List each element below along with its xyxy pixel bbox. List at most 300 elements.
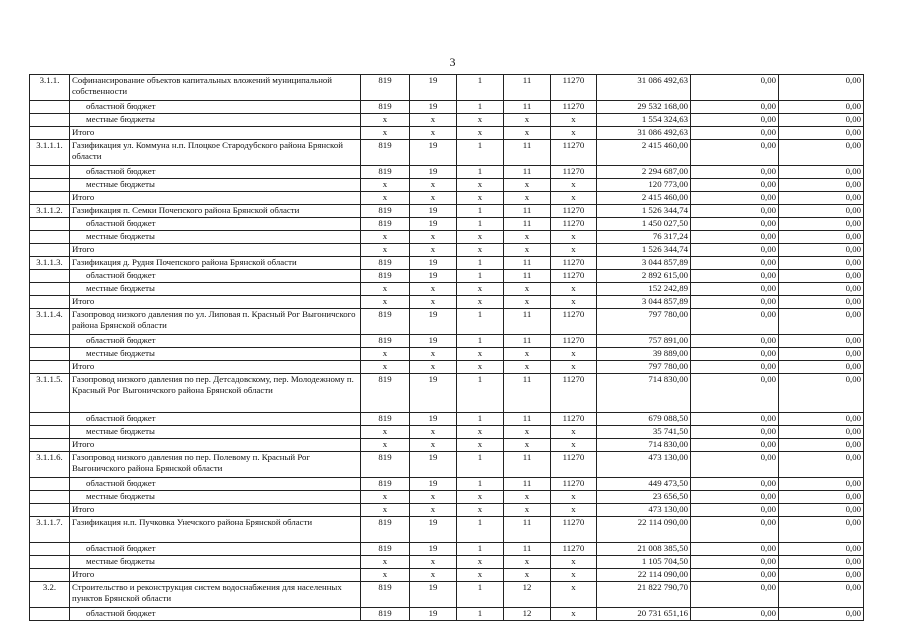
col-amount-3: 0,00 — [779, 205, 864, 218]
col-subsection: х — [457, 569, 504, 582]
col-subsection: х — [457, 348, 504, 361]
table-row — [30, 608, 864, 621]
col-amount-2: 0,00 — [691, 569, 779, 582]
col-program: 11 — [504, 257, 551, 270]
col-grbs: 819 — [361, 543, 410, 556]
col-program: 11 — [504, 374, 551, 413]
col-amount-2: 0,00 — [691, 309, 779, 335]
row-code — [30, 335, 70, 348]
col-amount-2: 0,00 — [691, 166, 779, 179]
col-target: х — [551, 556, 597, 569]
row-code — [30, 504, 70, 517]
table-row — [30, 374, 864, 413]
col-program: 12 — [504, 608, 551, 621]
col-program: 11 — [504, 75, 551, 101]
row-item-name: Строительство и реконструкция систем водоснабжения для населенных пунктов Брянской области — [70, 582, 361, 608]
col-grbs: 819 — [361, 309, 410, 335]
row-item-name: Газопровод низкого давления по пер. Детсадовскому, пер. Молодежному п. Красный Рог Выгоничского района Брянской области — [70, 374, 361, 413]
row-code — [30, 569, 70, 582]
row-code: 3.1.1.2. — [30, 205, 70, 218]
col-target: х — [551, 244, 597, 257]
table-row — [30, 296, 864, 309]
row-source-name: местные бюджеты — [70, 426, 361, 439]
col-section: 19 — [410, 101, 457, 114]
row-item-name: Газификация ул. Коммуна н.п. Плоцкое Стародубского района Брянской области — [70, 140, 361, 166]
col-amount-2: 0,00 — [691, 413, 779, 426]
col-subsection: х — [457, 283, 504, 296]
col-amount-2: 0,00 — [691, 205, 779, 218]
col-grbs: х — [361, 244, 410, 257]
col-amount-2: 0,00 — [691, 491, 779, 504]
col-grbs: х — [361, 231, 410, 244]
col-amount-1: 31 086 492,63 — [597, 75, 691, 101]
col-program: 11 — [504, 270, 551, 283]
col-section: 19 — [410, 166, 457, 179]
col-amount-1: 449 473,50 — [597, 478, 691, 491]
col-subsection: х — [457, 491, 504, 504]
col-target: 11270 — [551, 543, 597, 556]
row-total-label: Итого — [70, 504, 361, 517]
col-amount-3: 0,00 — [779, 114, 864, 127]
row-code: 3.1.1. — [30, 75, 70, 101]
col-grbs: 819 — [361, 166, 410, 179]
table-row — [30, 101, 864, 114]
col-amount-1: 21 008 385,50 — [597, 543, 691, 556]
col-target: х — [551, 439, 597, 452]
col-amount-1: 120 773,00 — [597, 179, 691, 192]
col-grbs: х — [361, 114, 410, 127]
budget-table — [29, 74, 864, 621]
col-amount-2: 0,00 — [691, 361, 779, 374]
col-amount-1: 1 105 704,50 — [597, 556, 691, 569]
col-amount-2: 0,00 — [691, 179, 779, 192]
row-code — [30, 413, 70, 426]
col-target: 11270 — [551, 257, 597, 270]
col-subsection: х — [457, 426, 504, 439]
col-program: х — [504, 439, 551, 452]
col-amount-3: 0,00 — [779, 582, 864, 608]
col-subsection: х — [457, 114, 504, 127]
col-subsection: 1 — [457, 582, 504, 608]
col-target: х — [551, 192, 597, 205]
row-total-label: Итого — [70, 569, 361, 582]
row-source-name: областной бюджет — [70, 413, 361, 426]
col-amount-3: 0,00 — [779, 101, 864, 114]
row-code — [30, 543, 70, 556]
col-amount-1: 29 532 168,00 — [597, 101, 691, 114]
col-amount-3: 0,00 — [779, 569, 864, 582]
col-program: х — [504, 426, 551, 439]
col-section: 19 — [410, 582, 457, 608]
col-target: х — [551, 114, 597, 127]
col-amount-2: 0,00 — [691, 192, 779, 205]
row-code — [30, 478, 70, 491]
col-subsection: 1 — [457, 413, 504, 426]
table-row — [30, 218, 864, 231]
col-amount-1: 1 526 344,74 — [597, 244, 691, 257]
col-amount-1: 714 830,00 — [597, 439, 691, 452]
table-row — [30, 309, 864, 335]
col-grbs: х — [361, 491, 410, 504]
row-code — [30, 426, 70, 439]
col-target: х — [551, 361, 597, 374]
row-code — [30, 439, 70, 452]
col-grbs: х — [361, 361, 410, 374]
col-section: х — [410, 127, 457, 140]
col-amount-2: 0,00 — [691, 231, 779, 244]
row-code — [30, 361, 70, 374]
col-program: х — [504, 348, 551, 361]
col-subsection: 1 — [457, 335, 504, 348]
col-amount-2: 0,00 — [691, 504, 779, 517]
col-program: х — [504, 127, 551, 140]
col-grbs: х — [361, 283, 410, 296]
col-amount-3: 0,00 — [779, 413, 864, 426]
col-amount-1: 2 294 687,00 — [597, 166, 691, 179]
col-program: 11 — [504, 140, 551, 166]
col-target: 11270 — [551, 452, 597, 478]
col-subsection: х — [457, 556, 504, 569]
col-amount-3: 0,00 — [779, 452, 864, 478]
col-amount-3: 0,00 — [779, 348, 864, 361]
table-row — [30, 569, 864, 582]
col-amount-3: 0,00 — [779, 374, 864, 413]
col-section: 19 — [410, 75, 457, 101]
row-code — [30, 296, 70, 309]
table-row — [30, 244, 864, 257]
col-target: х — [551, 569, 597, 582]
table-row — [30, 205, 864, 218]
col-amount-1: 21 822 790,70 — [597, 582, 691, 608]
col-amount-1: 3 044 857,89 — [597, 257, 691, 270]
row-total-label: Итого — [70, 361, 361, 374]
col-subsection: 1 — [457, 374, 504, 413]
col-amount-1: 2 892 615,00 — [597, 270, 691, 283]
table-row — [30, 335, 864, 348]
col-program: 11 — [504, 218, 551, 231]
col-amount-2: 0,00 — [691, 517, 779, 543]
col-target: 11270 — [551, 205, 597, 218]
col-amount-3: 0,00 — [779, 192, 864, 205]
col-amount-3: 0,00 — [779, 296, 864, 309]
col-subsection: 1 — [457, 270, 504, 283]
row-code — [30, 192, 70, 205]
col-program: 11 — [504, 166, 551, 179]
row-code — [30, 101, 70, 114]
col-amount-3: 0,00 — [779, 244, 864, 257]
col-amount-1: 76 317,24 — [597, 231, 691, 244]
table-row — [30, 75, 864, 101]
col-program: 11 — [504, 335, 551, 348]
col-grbs: х — [361, 569, 410, 582]
col-amount-2: 0,00 — [691, 335, 779, 348]
col-section: 19 — [410, 309, 457, 335]
col-amount-3: 0,00 — [779, 179, 864, 192]
col-amount-2: 0,00 — [691, 582, 779, 608]
col-target: 11270 — [551, 101, 597, 114]
col-grbs: 819 — [361, 608, 410, 621]
col-program: х — [504, 361, 551, 374]
col-target: х — [551, 296, 597, 309]
col-amount-1: 1 526 344,74 — [597, 205, 691, 218]
col-program: х — [504, 296, 551, 309]
col-subsection: 1 — [457, 517, 504, 543]
col-grbs: х — [361, 348, 410, 361]
col-subsection: 1 — [457, 543, 504, 556]
col-amount-1: 2 415 460,00 — [597, 192, 691, 205]
col-grbs: х — [361, 296, 410, 309]
row-source-name: областной бюджет — [70, 478, 361, 491]
row-code — [30, 270, 70, 283]
col-target: х — [551, 608, 597, 621]
row-item-name: Софинансирование объектов капитальных вложений муниципальной собственности — [70, 75, 361, 101]
col-subsection: х — [457, 439, 504, 452]
col-amount-2: 0,00 — [691, 101, 779, 114]
col-grbs: 819 — [361, 452, 410, 478]
col-amount-3: 0,00 — [779, 283, 864, 296]
col-target: 11270 — [551, 75, 597, 101]
row-total-label: Итого — [70, 127, 361, 140]
col-amount-2: 0,00 — [691, 374, 779, 413]
col-amount-3: 0,00 — [779, 504, 864, 517]
row-source-name: местные бюджеты — [70, 231, 361, 244]
col-subsection: х — [457, 231, 504, 244]
col-amount-2: 0,00 — [691, 543, 779, 556]
table-row — [30, 361, 864, 374]
table-row — [30, 127, 864, 140]
col-amount-2: 0,00 — [691, 348, 779, 361]
table-row — [30, 166, 864, 179]
row-total-label: Итого — [70, 244, 361, 257]
col-subsection: х — [457, 127, 504, 140]
col-amount-2: 0,00 — [691, 283, 779, 296]
table-row — [30, 439, 864, 452]
col-grbs: 819 — [361, 335, 410, 348]
col-program: 11 — [504, 309, 551, 335]
col-target: х — [551, 127, 597, 140]
table-row — [30, 413, 864, 426]
col-amount-3: 0,00 — [779, 426, 864, 439]
col-grbs: 819 — [361, 517, 410, 543]
col-amount-2: 0,00 — [691, 296, 779, 309]
col-target: х — [551, 179, 597, 192]
row-code — [30, 114, 70, 127]
page-number: 3 — [449, 55, 456, 69]
col-amount-1: 23 656,50 — [597, 491, 691, 504]
col-amount-2: 0,00 — [691, 439, 779, 452]
col-amount-1: 35 741,50 — [597, 426, 691, 439]
col-amount-3: 0,00 — [779, 556, 864, 569]
table-row — [30, 179, 864, 192]
col-section: х — [410, 491, 457, 504]
col-amount-3: 0,00 — [779, 75, 864, 101]
col-amount-1: 2 415 460,00 — [597, 140, 691, 166]
col-grbs: 819 — [361, 270, 410, 283]
col-section: 19 — [410, 608, 457, 621]
col-target: х — [551, 231, 597, 244]
col-section: х — [410, 179, 457, 192]
col-amount-3: 0,00 — [779, 491, 864, 504]
col-subsection: х — [457, 244, 504, 257]
row-code: 3.1.1.6. — [30, 452, 70, 478]
col-amount-2: 0,00 — [691, 478, 779, 491]
col-section: х — [410, 231, 457, 244]
col-grbs: 819 — [361, 75, 410, 101]
col-subsection: х — [457, 296, 504, 309]
col-grbs: 819 — [361, 478, 410, 491]
col-program: х — [504, 491, 551, 504]
col-target: 11270 — [551, 335, 597, 348]
col-amount-3: 0,00 — [779, 543, 864, 556]
col-section: х — [410, 348, 457, 361]
table-row — [30, 556, 864, 569]
table-row — [30, 452, 864, 478]
table-row — [30, 192, 864, 205]
col-amount-3: 0,00 — [779, 231, 864, 244]
row-item-name: Газопровод низкого давления по пер. Полевому п. Красный Рог Выгоничского района Брянской области — [70, 452, 361, 478]
col-amount-2: 0,00 — [691, 270, 779, 283]
col-amount-1: 473 130,00 — [597, 452, 691, 478]
col-program: 12 — [504, 582, 551, 608]
row-code: 3.1.1.4. — [30, 309, 70, 335]
col-target: 11270 — [551, 270, 597, 283]
row-code — [30, 608, 70, 621]
col-section: х — [410, 192, 457, 205]
col-grbs: х — [361, 504, 410, 517]
row-source-name: местные бюджеты — [70, 179, 361, 192]
table-row — [30, 543, 864, 556]
col-grbs: 819 — [361, 140, 410, 166]
row-source-name: местные бюджеты — [70, 348, 361, 361]
col-grbs: х — [361, 192, 410, 205]
col-amount-2: 0,00 — [691, 426, 779, 439]
col-program: х — [504, 556, 551, 569]
row-total-label: Итого — [70, 192, 361, 205]
row-source-name: областной бюджет — [70, 335, 361, 348]
table-row — [30, 478, 864, 491]
col-section: х — [410, 504, 457, 517]
col-section: 19 — [410, 374, 457, 413]
row-code — [30, 218, 70, 231]
row-item-name: Газификация д. Рудня Почепского района Брянской области — [70, 257, 361, 270]
row-source-name: областной бюджет — [70, 218, 361, 231]
col-amount-3: 0,00 — [779, 478, 864, 491]
col-target: х — [551, 426, 597, 439]
row-source-name: местные бюджеты — [70, 491, 361, 504]
col-subsection: 1 — [457, 166, 504, 179]
col-section: 19 — [410, 140, 457, 166]
col-section: 19 — [410, 413, 457, 426]
col-section: х — [410, 569, 457, 582]
col-grbs: 819 — [361, 257, 410, 270]
col-section: х — [410, 296, 457, 309]
col-section: 19 — [410, 257, 457, 270]
row-source-name: областной бюджет — [70, 543, 361, 556]
col-program: 11 — [504, 101, 551, 114]
col-section: 19 — [410, 270, 457, 283]
col-subsection: 1 — [457, 75, 504, 101]
col-amount-2: 0,00 — [691, 75, 779, 101]
col-section: 19 — [410, 478, 457, 491]
row-code — [30, 348, 70, 361]
col-program: х — [504, 504, 551, 517]
col-grbs: 819 — [361, 218, 410, 231]
col-section: 19 — [410, 452, 457, 478]
row-item-name: Газификация н.п. Пучковка Унечского района Брянской области — [70, 517, 361, 543]
row-source-name: местные бюджеты — [70, 556, 361, 569]
col-section: 19 — [410, 517, 457, 543]
row-code — [30, 556, 70, 569]
table-row — [30, 231, 864, 244]
col-amount-1: 22 114 090,00 — [597, 517, 691, 543]
col-target: 11270 — [551, 517, 597, 543]
col-subsection: 1 — [457, 452, 504, 478]
col-amount-2: 0,00 — [691, 114, 779, 127]
table-row — [30, 491, 864, 504]
col-program: 11 — [504, 543, 551, 556]
col-amount-2: 0,00 — [691, 140, 779, 166]
row-code: 3.1.1.7. — [30, 517, 70, 543]
col-grbs: х — [361, 179, 410, 192]
row-source-name: местные бюджеты — [70, 283, 361, 296]
col-amount-3: 0,00 — [779, 270, 864, 283]
col-target: х — [551, 504, 597, 517]
col-amount-1: 797 780,00 — [597, 309, 691, 335]
col-program: 11 — [504, 205, 551, 218]
table-row — [30, 140, 864, 166]
col-target: 11270 — [551, 309, 597, 335]
col-amount-1: 1 450 027,50 — [597, 218, 691, 231]
row-source-name: областной бюджет — [70, 608, 361, 621]
col-amount-1: 31 086 492,63 — [597, 127, 691, 140]
col-program: х — [504, 231, 551, 244]
table-row — [30, 114, 864, 127]
col-subsection: 1 — [457, 608, 504, 621]
col-target: 11270 — [551, 413, 597, 426]
col-amount-3: 0,00 — [779, 309, 864, 335]
row-total-label: Итого — [70, 439, 361, 452]
row-item-name: Газопровод низкого давления по ул. Липовая п. Красный Рог Выгоничского района Брянской области — [70, 309, 361, 335]
row-total-label: Итого — [70, 296, 361, 309]
col-amount-1: 757 891,00 — [597, 335, 691, 348]
col-amount-3: 0,00 — [779, 335, 864, 348]
row-code — [30, 127, 70, 140]
row-code — [30, 244, 70, 257]
col-section: х — [410, 426, 457, 439]
col-subsection: 1 — [457, 218, 504, 231]
row-item-name: Газификация п. Семки Почепского района Брянской области — [70, 205, 361, 218]
col-grbs: 819 — [361, 582, 410, 608]
col-target: х — [551, 491, 597, 504]
col-target: х — [551, 283, 597, 296]
col-program: х — [504, 244, 551, 257]
row-code: 3.1.1.1. — [30, 140, 70, 166]
col-amount-1: 22 114 090,00 — [597, 569, 691, 582]
col-target: 11270 — [551, 218, 597, 231]
col-amount-2: 0,00 — [691, 257, 779, 270]
col-grbs: 819 — [361, 101, 410, 114]
row-code — [30, 166, 70, 179]
col-program: х — [504, 283, 551, 296]
col-amount-1: 473 130,00 — [597, 504, 691, 517]
col-amount-2: 0,00 — [691, 452, 779, 478]
col-program: 11 — [504, 413, 551, 426]
col-program: 11 — [504, 452, 551, 478]
col-grbs: х — [361, 426, 410, 439]
col-amount-3: 0,00 — [779, 140, 864, 166]
table-row — [30, 517, 864, 543]
col-subsection: 1 — [457, 205, 504, 218]
